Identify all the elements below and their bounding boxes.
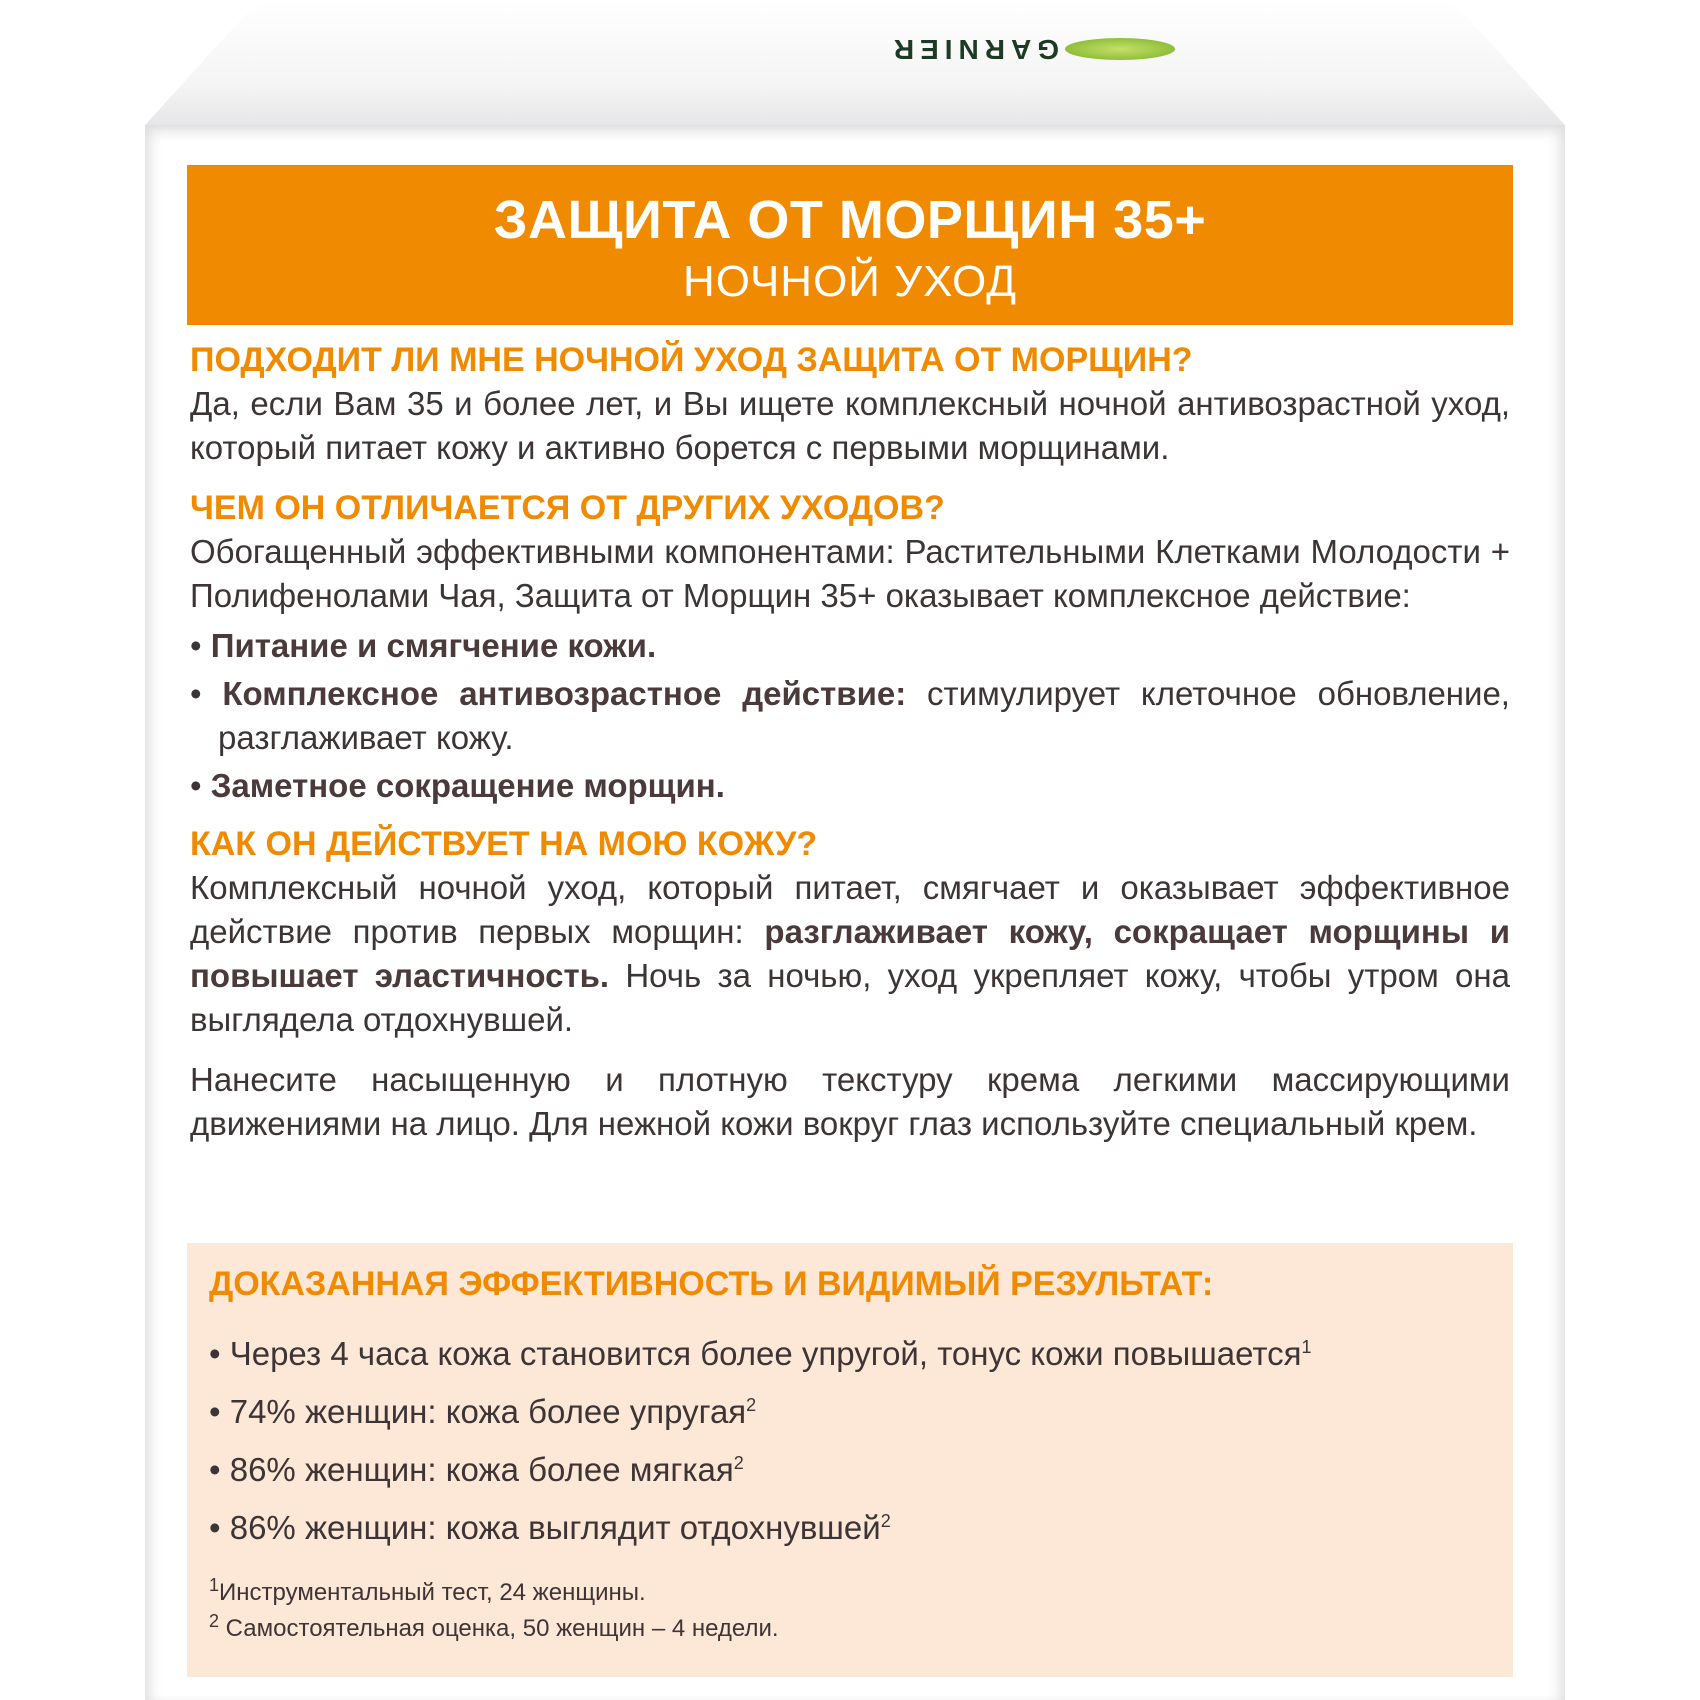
section-heading: КАК ОН ДЕЙСТВУЕТ НА МОЮ КОЖУ? xyxy=(190,825,818,863)
bullet-bold: Комплексное антивозрастное действие: xyxy=(222,675,907,712)
section-heading: ЧЕМ ОН ОТЛИЧАЕТСЯ ОТ ДРУГИХ УХОДОВ? xyxy=(190,489,945,527)
footnote-mark: 1 xyxy=(209,1575,220,1595)
footnotes xyxy=(209,1575,779,1647)
description-content xyxy=(190,338,1510,1152)
section-text xyxy=(190,866,1510,1042)
footnote xyxy=(209,1575,779,1611)
footnote-mark: 2 xyxy=(209,1611,220,1631)
proof-list xyxy=(209,1325,1311,1557)
section-text: Обогащенный эффективными компонентами: Растительными Клетками Молодости + Полифенолами Чая, Защита от Морщин 35+ оказывает комплексное действие: xyxy=(190,533,1510,614)
proof-text: • Через 4 часа кожа становится более упругой, тонус кожи повышается xyxy=(209,1335,1302,1372)
benefit-bullet: • Комплексное антивозрастное действие: стимулирует клеточное обновление, разглаживает кожу. xyxy=(190,675,1510,756)
product-title: ЗАЩИТА ОТ МОРЩИН 35+ xyxy=(493,190,1207,250)
proof-item xyxy=(209,1383,1311,1441)
product-subtitle: НОЧНОЙ УХОД xyxy=(682,257,1018,306)
bullet-bold: Питание и смягчение кожи. xyxy=(210,627,657,664)
proof-text: • 74% женщин: кожа более упругая xyxy=(209,1393,747,1430)
section-text: Да, если Вам 35 и более лет, и Вы ищете комплексный ночной антивозрастной уход, который питает кожу и активно борется с первыми морщинами. xyxy=(190,385,1510,466)
proof-item xyxy=(209,1325,1311,1383)
bullet-rest: стимулирует клеточное обновление, разглаживает кожу. xyxy=(218,675,1510,756)
proof-item xyxy=(209,1499,1311,1557)
proof-title: ДОКАЗАННАЯ ЭФФЕКТИВНОСТЬ И ВИДИМЫЙ РЕЗУЛЬТАТ: xyxy=(209,1265,1214,1303)
title-banner xyxy=(187,165,1513,325)
logo-text: GARNIER xyxy=(887,34,1059,65)
footnote xyxy=(209,1611,779,1647)
usage-text: Нанесите насыщенную и плотную текстуру крема легкими массирующими движениями на лицо. Для нежной кожи вокруг глаз используйте специальный крем. xyxy=(190,1061,1510,1142)
footnote-ref: 2 xyxy=(733,1453,744,1473)
benefit-bullet: • Заметное сокращение морщин. xyxy=(190,767,725,804)
text-part: Ночь за ночью, уход укрепляет кожу, чтобы утром она выглядела отдохнувшей. xyxy=(190,957,1510,1038)
text-part: Комплексный ночной уход, который питает, смягчает и оказывает эффективное действие против первых морщин: xyxy=(190,869,1510,950)
leaf-icon xyxy=(1065,38,1175,60)
proof-panel xyxy=(187,1243,1513,1677)
footnote-ref: 2 xyxy=(880,1511,891,1531)
section-heading: ПОДХОДИТ ЛИ МНЕ НОЧНОЙ УХОД ЗАЩИТА ОТ МОРЩИН? xyxy=(190,341,1193,379)
brand-logo xyxy=(535,34,1175,64)
footnote-ref: 2 xyxy=(746,1395,757,1415)
proof-item xyxy=(209,1441,1311,1499)
benefit-bullet: • Питание и смягчение кожи. xyxy=(190,627,657,664)
footnote-ref: 1 xyxy=(1301,1337,1312,1357)
bullet-bold: Заметное сокращение морщин. xyxy=(210,767,725,804)
footnote-text: Самостоятельная оценка, 50 женщин – 4 недели. xyxy=(219,1615,779,1642)
proof-text: • 86% женщин: кожа более мягкая xyxy=(209,1451,734,1488)
footnote-text: Инструментальный тест, 24 женщины. xyxy=(219,1579,646,1606)
text-bold: разглаживает кожу, сокращает морщины и повышает эластичность. xyxy=(190,913,1511,994)
proof-text: • 86% женщин: кожа выглядит отдохнувшей xyxy=(209,1509,881,1546)
